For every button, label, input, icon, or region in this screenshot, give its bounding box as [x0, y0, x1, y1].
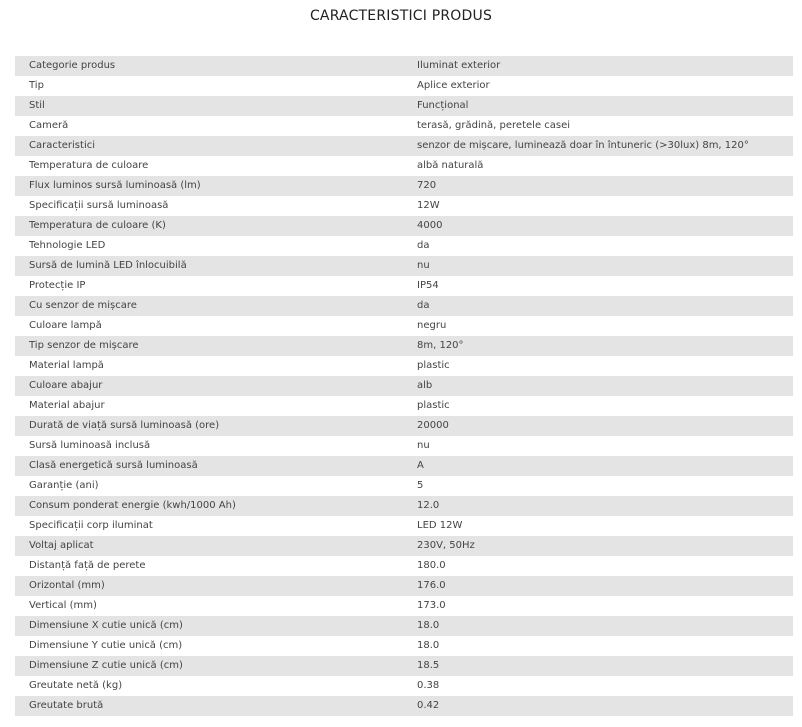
table-row — [15, 56, 793, 76]
spec-name: Sursă luminoasă inclusă — [15, 436, 403, 456]
spec-value: 18.5 — [403, 656, 793, 676]
spec-name: Dimensiune Y cutie unică (cm) — [15, 636, 403, 656]
table-row — [15, 456, 793, 476]
spec-value: 5 — [403, 476, 793, 496]
spec-name: Categorie produs — [15, 56, 403, 76]
spec-name: Temperatura de culoare (K) — [15, 216, 403, 236]
spec-name: Specificații sursă luminoasă — [15, 196, 403, 216]
spec-name: Tip — [15, 76, 403, 96]
spec-value: da — [403, 296, 793, 316]
table-row — [15, 336, 793, 356]
spec-name: Dimensiune Z cutie unică (cm) — [15, 656, 403, 676]
spec-name: Material lampă — [15, 356, 403, 376]
spec-value: 4000 — [403, 216, 793, 236]
spec-value: negru — [403, 316, 793, 336]
spec-name: Tip senzor de mișcare — [15, 336, 403, 356]
table-row — [15, 556, 793, 576]
table-row — [15, 476, 793, 496]
spec-value: albă naturală — [403, 156, 793, 176]
spec-name: Culoare lampă — [15, 316, 403, 336]
spec-value: nu — [403, 436, 793, 456]
table-row — [15, 496, 793, 516]
spec-name: Protecție IP — [15, 276, 403, 296]
spec-value: Aplice exterior — [403, 76, 793, 96]
page-title: CARACTERISTICI PRODUS — [309, 8, 493, 24]
spec-name: Caracteristici — [15, 136, 403, 156]
spec-value: 8m, 120° — [403, 336, 793, 356]
spec-value: plastic — [403, 396, 793, 416]
spec-name: Clasă energetică sursă luminoasă — [15, 456, 403, 476]
spec-value: 18.0 — [403, 636, 793, 656]
table-row — [15, 676, 793, 696]
spec-value: Iluminat exterior — [403, 56, 793, 76]
table-row — [15, 236, 793, 256]
spec-value: alb — [403, 376, 793, 396]
table-row — [15, 616, 793, 636]
spec-value: IP54 — [403, 276, 793, 296]
spec-value: 720 — [403, 176, 793, 196]
spec-name: Specificații corp iluminat — [15, 516, 403, 536]
spec-value: nu — [403, 256, 793, 276]
table-row — [15, 516, 793, 536]
spec-value: 20000 — [403, 416, 793, 436]
spec-name: Greutate netă (kg) — [15, 676, 403, 696]
table-row — [15, 276, 793, 296]
spec-name: Cu senzor de mișcare — [15, 296, 403, 316]
table-row — [15, 136, 793, 156]
spec-value: 12.0 — [403, 496, 793, 516]
spec-value: 0.42 — [403, 696, 793, 716]
spec-name: Voltaj aplicat — [15, 536, 403, 556]
spec-name: Temperatura de culoare — [15, 156, 403, 176]
table-row — [15, 576, 793, 596]
spec-name: Vertical (mm) — [15, 596, 403, 616]
spec-name: Greutate brută — [15, 696, 403, 716]
spec-value: plastic — [403, 356, 793, 376]
table-row — [15, 96, 793, 116]
spec-value: LED 12W — [403, 516, 793, 536]
spec-name: Distanță față de perete — [15, 556, 403, 576]
table-row — [15, 536, 793, 556]
table-row — [15, 436, 793, 456]
spec-name: Dimensiune X cutie unică (cm) — [15, 616, 403, 636]
spec-value: da — [403, 236, 793, 256]
spec-value: 230V, 50Hz — [403, 536, 793, 556]
spec-value: 173.0 — [403, 596, 793, 616]
spec-name: Sursă de lumină LED înlocuibilă — [15, 256, 403, 276]
spec-name: Tehnologie LED — [15, 236, 403, 256]
spec-name: Orizontal (mm) — [15, 576, 403, 596]
table-row — [15, 316, 793, 336]
table-row — [15, 596, 793, 616]
specs-table-body — [15, 56, 793, 716]
table-row — [15, 256, 793, 276]
spec-name: Garanție (ani) — [15, 476, 403, 496]
table-row — [15, 656, 793, 676]
spec-name: Stil — [15, 96, 403, 116]
spec-name: Durată de viață sursă luminoasă (ore) — [15, 416, 403, 436]
table-row — [15, 116, 793, 136]
table-row — [15, 356, 793, 376]
table-row — [15, 296, 793, 316]
spec-name: Cameră — [15, 116, 403, 136]
spec-value: 176.0 — [403, 576, 793, 596]
specs-table — [15, 56, 793, 716]
table-row — [15, 696, 793, 716]
spec-value: 180.0 — [403, 556, 793, 576]
table-row — [15, 176, 793, 196]
table-row — [15, 396, 793, 416]
spec-name: Material abajur — [15, 396, 403, 416]
table-row — [15, 636, 793, 656]
spec-name: Flux luminos sursă luminoasă (lm) — [15, 176, 403, 196]
table-row — [15, 376, 793, 396]
spec-value: 18.0 — [403, 616, 793, 636]
spec-value: Funcțional — [403, 96, 793, 116]
spec-value: terasă, grădină, peretele casei — [403, 116, 793, 136]
table-row — [15, 76, 793, 96]
spec-value: 0.38 — [403, 676, 793, 696]
spec-name: Culoare abajur — [15, 376, 403, 396]
table-row — [15, 416, 793, 436]
table-row — [15, 196, 793, 216]
spec-value: A — [403, 456, 793, 476]
table-row — [15, 156, 793, 176]
spec-name: Consum ponderat energie (kwh/1000 Ah) — [15, 496, 403, 516]
spec-value: senzor de mișcare, luminează doar în întuneric (>30lux) 8m, 120° — [403, 136, 793, 156]
table-row — [15, 216, 793, 236]
spec-value: 12W — [403, 196, 793, 216]
